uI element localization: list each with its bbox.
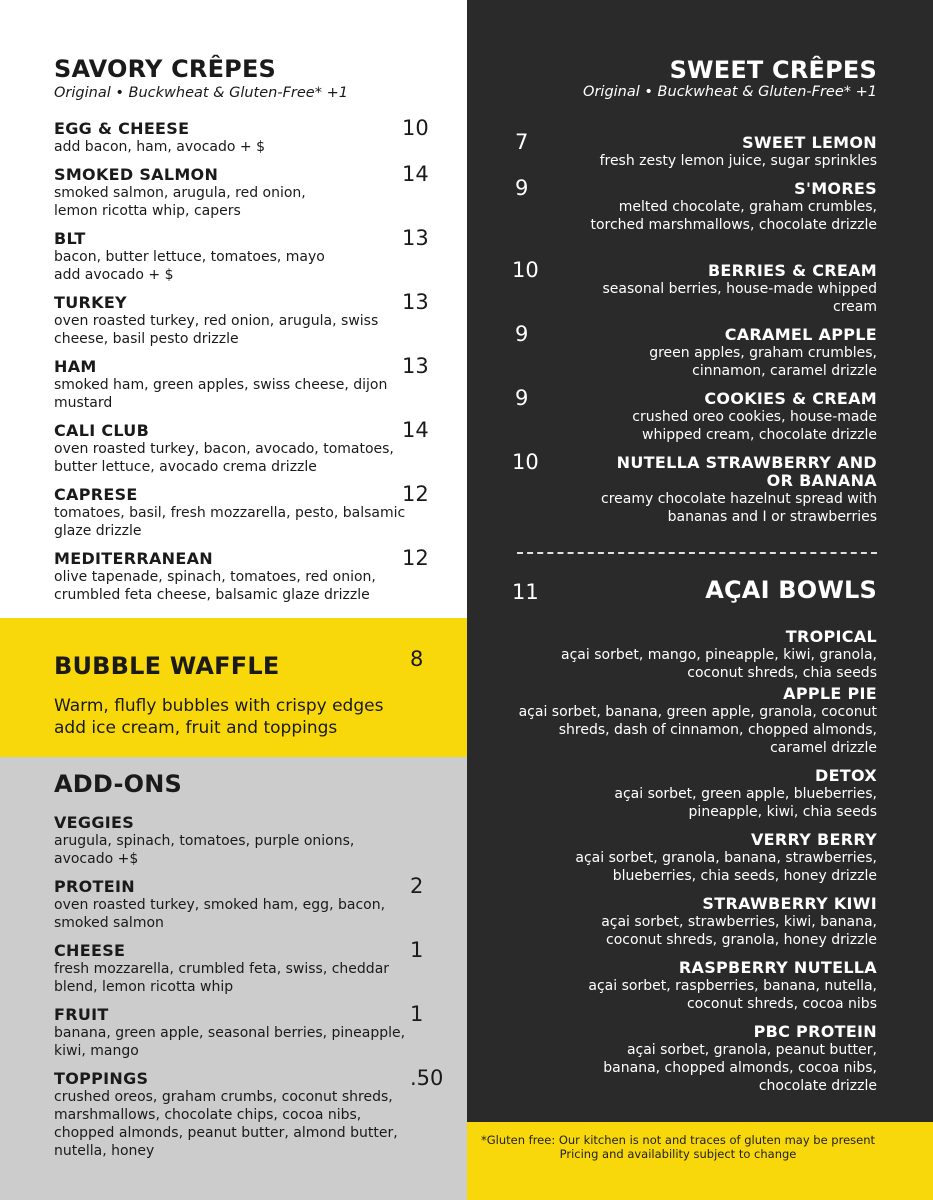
item-name: TROPICAL xyxy=(785,627,877,646)
item-price: 13 xyxy=(402,290,429,314)
item-desc: oven roasted turkey, smoked ham, egg, bacon, smoked salmon xyxy=(54,897,386,931)
item-name: APPLE PIE xyxy=(783,684,877,703)
savory-item xyxy=(54,166,424,220)
item-desc: açai sorbet, green apple, blueberries, pineapple, kiwi, chia seeds xyxy=(614,786,877,820)
item-price: 13 xyxy=(402,354,429,378)
item-name: CAPRESE xyxy=(54,485,138,504)
item-desc: açai sorbet, mango, pineapple, kiwi, granola, coconut shreds, chia seeds xyxy=(561,647,877,681)
addon-item xyxy=(54,1006,424,1060)
item-name: COOKIES & CREAM xyxy=(704,389,877,408)
item-name: VEGGIES xyxy=(54,813,135,832)
savory-subtitle: Original • Buckwheat & Gluten-Free* +1 xyxy=(54,85,348,101)
addon-item xyxy=(54,1070,424,1160)
acai-item xyxy=(517,685,877,757)
addons-title: ADD-ONS xyxy=(54,770,182,798)
item-desc: fresh zesty lemon juice, sugar sprinkles xyxy=(599,153,877,169)
item-name: RASPBERRY NUTELLA xyxy=(678,958,877,977)
item-price: 10 xyxy=(512,450,539,474)
item-desc: açai sorbet, granola, banana, strawberries, blueberries, chia seeds, honey drizzle xyxy=(575,850,877,884)
item-price: 14 xyxy=(402,418,429,442)
savory-title: SAVORY CRÊPES xyxy=(54,55,277,83)
item-name: CARAMEL APPLE xyxy=(724,325,877,344)
acai-item xyxy=(517,895,877,949)
item-desc: oven roasted turkey, red onion, arugula, swiss cheese, basil pesto drizzle xyxy=(54,313,379,347)
item-name: SWEET LEMON xyxy=(742,133,877,152)
savory-item xyxy=(54,550,424,604)
dashed-divider xyxy=(517,552,877,554)
item-name: TOPPINGS xyxy=(54,1069,149,1088)
addon-item xyxy=(54,942,424,996)
item-name: MEDITERRANEAN xyxy=(54,549,213,568)
item-price: 1 xyxy=(410,1002,424,1026)
item-desc: seasonal berries, house-made whipped cream xyxy=(602,281,877,315)
item-price: 1 xyxy=(410,938,424,962)
item-name: DETOX xyxy=(815,766,877,785)
footnote-line: Pricing and availability subject to change xyxy=(559,1147,797,1161)
footnote-line: *Gluten free: Our kitchen is not and traces of gluten may be present xyxy=(480,1133,876,1147)
item-name: PBC PROTEIN xyxy=(753,1022,877,1041)
waffle-desc-line: add ice cream, fruit and toppings xyxy=(54,718,338,738)
item-desc: bacon, butter lettuce, tomatoes, mayo add avocado + $ xyxy=(54,249,325,283)
item-desc: smoked ham, green apples, swiss cheese, dijon mustard xyxy=(54,377,388,411)
item-name: CALI CLUB xyxy=(54,421,150,440)
waffle-desc-line: Warm, flufly bubbles with crispy edges xyxy=(54,696,384,716)
savory-item xyxy=(54,120,424,156)
item-name: S'MORES xyxy=(794,179,877,198)
item-desc: smoked salmon, arugula, red onion, lemon ricotta whip, capers xyxy=(54,185,306,219)
waffle-desc xyxy=(54,695,454,739)
savory-item xyxy=(54,358,424,412)
item-name: SMOKED SALMON xyxy=(54,165,219,184)
item-price: 9 xyxy=(515,176,529,200)
item-desc: banana, green apple, seasonal berries, pineapple, kiwi, mango xyxy=(54,1025,406,1059)
item-price: 10 xyxy=(512,258,539,282)
waffle-title: BUBBLE WAFFLE xyxy=(54,652,280,680)
item-desc: crushed oreos, graham crumbs, coconut shreds, marshmallows, chocolate chips, cocoa nibs, chopped almonds, peanut butter, almond butter, nutella, honey xyxy=(54,1089,398,1159)
item-name: STRAWBERRY KIWI xyxy=(702,894,877,913)
sweet-item xyxy=(547,180,877,234)
acai-item xyxy=(517,628,877,682)
item-price: .50 xyxy=(410,1066,444,1090)
sweet-item xyxy=(547,454,877,526)
item-name: VERRY BERRY xyxy=(750,830,877,849)
waffle-price: 8 xyxy=(410,647,424,671)
item-name: CHEESE xyxy=(54,941,126,960)
item-desc: creamy chocolate hazelnut spread with bananas and I or strawberries xyxy=(601,491,877,525)
item-desc: add bacon, ham, avocado + $ xyxy=(54,139,265,155)
item-desc: açai sorbet, raspberries, banana, nutella, coconut shreds, cocoa nibs xyxy=(588,978,877,1012)
item-price: 10 xyxy=(402,116,429,140)
sweet-title: SWEET CRÊPES xyxy=(669,56,877,84)
addon-item xyxy=(54,878,424,932)
item-name: NUTELLA STRAWBERRY AND OR BANANA xyxy=(616,453,877,490)
item-name: BERRIES & CREAM xyxy=(707,261,877,280)
item-name: HAM xyxy=(54,357,97,376)
item-desc: açai sorbet, granola, peanut butter, banana, chopped almonds, cocoa nibs, chocolate drizzle xyxy=(603,1042,877,1094)
acai-item xyxy=(517,959,877,1013)
item-price: 14 xyxy=(402,162,429,186)
item-desc: green apples, graham crumbles, cinnamon, caramel drizzle xyxy=(649,345,877,379)
acai-item xyxy=(517,767,877,821)
footnote xyxy=(478,1133,878,1161)
sweet-item xyxy=(547,326,877,380)
item-desc: tomatoes, basil, fresh mozzarella, pesto, balsamic glaze drizzle xyxy=(54,505,406,539)
item-name: FRUIT xyxy=(54,1005,109,1024)
item-desc: arugula, spinach, tomatoes, purple onions, avocado +$ xyxy=(54,833,355,867)
addon-item xyxy=(54,814,424,868)
item-price: 12 xyxy=(402,482,429,506)
item-price: 9 xyxy=(515,386,529,410)
item-desc: crushed oreo cookies, house-made whipped cream, chocolate drizzle xyxy=(632,409,877,443)
item-price: 2 xyxy=(410,874,424,898)
sweet-item xyxy=(547,390,877,444)
item-desc: melted chocolate, graham crumbles, torched marshmallows, chocolate drizzle xyxy=(590,199,877,233)
item-desc: fresh mozzarella, crumbled feta, swiss, cheddar blend, lemon ricotta whip xyxy=(54,961,390,995)
item-desc: açai sorbet, strawberries, kiwi, banana, coconut shreds, granola, honey drizzle xyxy=(601,914,877,948)
item-desc: oven roasted turkey, bacon, avocado, tomatoes, butter lettuce, avocado crema drizzle xyxy=(54,441,394,475)
item-desc: açai sorbet, banana, green apple, granola, coconut shreds, dash of cinnamon, chopped almonds, caramel drizzle xyxy=(518,704,877,756)
item-name: TURKEY xyxy=(54,293,127,312)
acai-item xyxy=(517,831,877,885)
acai-item xyxy=(517,1023,877,1095)
sweet-item xyxy=(547,134,877,170)
item-name: PROTEIN xyxy=(54,877,135,896)
savory-item xyxy=(54,230,424,284)
item-desc: olive tapenade, spinach, tomatoes, red onion, crumbled feta cheese, balsamic glaze drizzle xyxy=(54,569,376,603)
savory-item xyxy=(54,486,424,540)
item-name: EGG & CHEESE xyxy=(54,119,190,138)
sweet-item xyxy=(547,262,877,316)
acai-title: AÇAI BOWLS xyxy=(705,576,877,604)
item-price: 13 xyxy=(402,226,429,250)
item-price: 9 xyxy=(515,322,529,346)
savory-item xyxy=(54,294,424,348)
acai-price: 11 xyxy=(512,580,539,604)
sweet-subtitle: Original • Buckwheat & Gluten-Free* +1 xyxy=(583,84,877,100)
savory-item xyxy=(54,422,424,476)
item-name: BLT xyxy=(54,229,86,248)
item-price: 12 xyxy=(402,546,429,570)
item-price: 7 xyxy=(515,130,529,154)
